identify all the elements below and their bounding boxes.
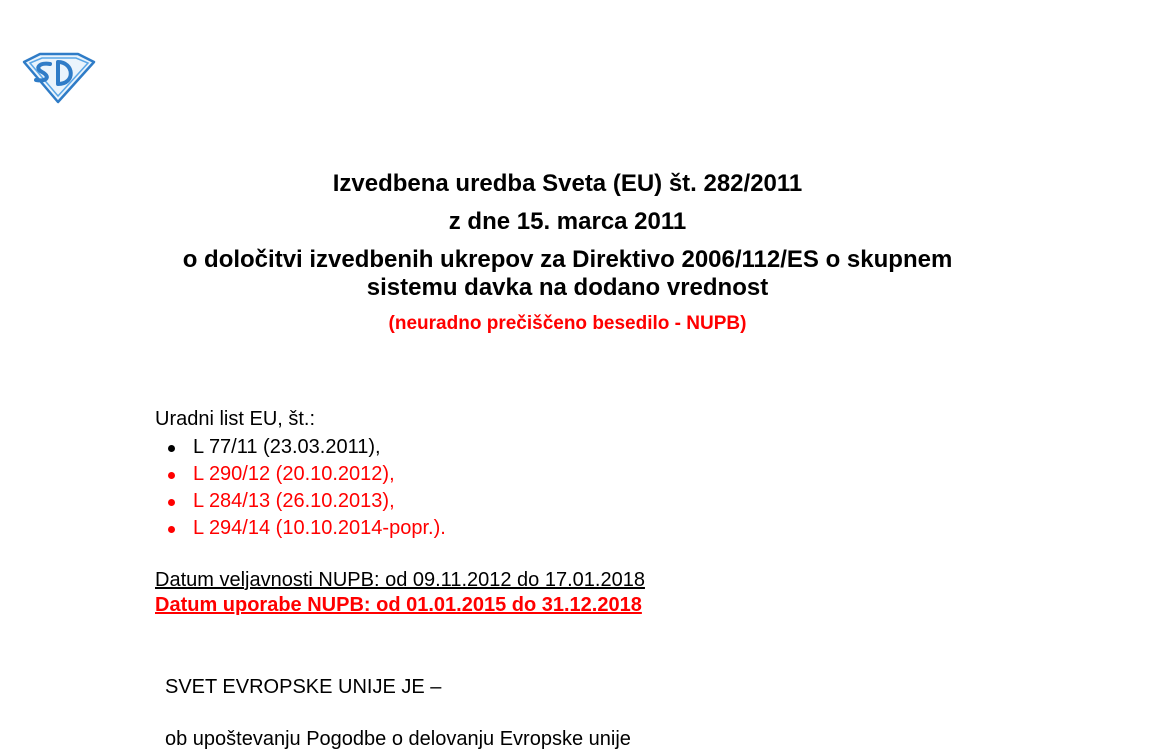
list-item-text: L 290/12 (20.10.2012), (193, 463, 395, 485)
document-title (0, 170, 1135, 336)
title-line-subject: o določitvi izvedbenih ukrepov za Direktivo 2006/112/ES o skupnem sistemu davka na dodano vrednost (182, 246, 953, 301)
title-line-regulation: Izvedbena uredba Sveta (EU) št. 282/2011 (332, 170, 803, 197)
list-item-text: L 284/13 (26.10.2013), (193, 490, 395, 512)
bullet-icon (168, 499, 175, 506)
considering-clause: ob upoštevanju Pogodbe o delovanju Evropske unije (165, 728, 631, 750)
nupb-dates (155, 568, 645, 618)
application-date: Datum uporabe NUPB: od 01.01.2015 do 31.12.2018 (155, 594, 642, 616)
validity-date: Datum veljavnosti NUPB: od 09.11.2012 do 17.01.2018 (155, 569, 645, 591)
council-statement: SVET EVROPSKE UNIJE JE – (165, 676, 442, 698)
title-line-date: z dne 15. marca 2011 (448, 208, 687, 235)
bullet-icon (168, 445, 175, 452)
official-journal-references (155, 406, 446, 542)
list-item (155, 434, 446, 461)
list-item (155, 461, 446, 488)
bullet-icon (168, 526, 175, 533)
bullet-icon (168, 472, 175, 479)
list-item (155, 488, 446, 515)
document-subtitle: (neuradno prečiščeno besedilo - NUPB) (388, 313, 747, 334)
list-item-text: L 77/11 (23.03.2011), (193, 436, 381, 458)
sd-shield-logo-icon (20, 48, 98, 104)
official-journal-label: Uradni list EU, št.: (155, 408, 316, 430)
list-item (155, 515, 446, 542)
list-item-text: L 294/14 (10.10.2014-popr.). (193, 517, 446, 539)
official-journal-list (155, 434, 446, 542)
